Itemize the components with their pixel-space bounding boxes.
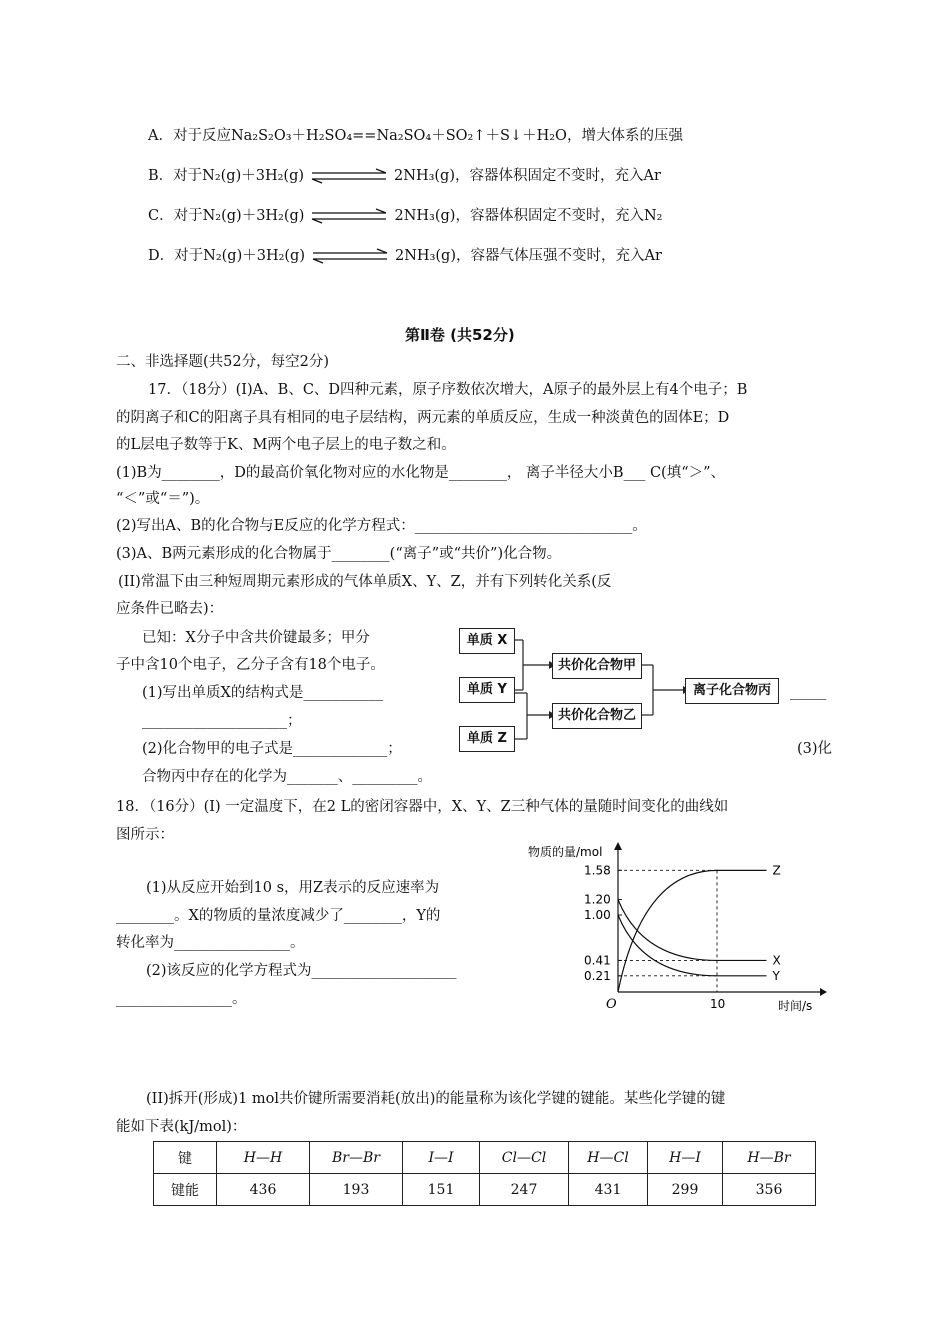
q18-ii-line1: (II)拆开(形成)1 mol共价键所需要消耗(放出)的能量称为该化学键的键能。某些化学键的键: [146, 1091, 726, 1107]
q18-line2: 图所示：: [116, 827, 174, 843]
option-c-pre: C．对于N₂(g)＋3H₂(g): [148, 208, 305, 224]
table-cell: 键: [154, 1142, 217, 1174]
table-cell: 151: [403, 1174, 480, 1206]
y-tick-label: 0.41: [584, 953, 611, 968]
option-d-pre: D．对于N₂(g)＋3H₂(g): [148, 248, 306, 264]
equilibrium-arrow-icon: [310, 208, 388, 224]
table-cell: H—Cl: [569, 1142, 648, 1174]
series-label-x: X: [772, 953, 781, 968]
q17-known1: 已知：X分子中含共价键最多；甲分: [142, 630, 370, 646]
x-axis-label: 时间/s: [778, 999, 813, 1013]
node-z: 单质 Z: [459, 726, 515, 752]
q18-line1: 18．（16分）(I) 一定温度下，在2 L的密闭容器中，X、Y、Z三种气体的量随时间变化的曲线如: [116, 799, 729, 815]
q17-part2: (2)写出A、B的化合物与E反应的化学方程式：______________________________。: [116, 518, 647, 534]
table-cell: 356: [723, 1174, 816, 1206]
q17-part3: (3)A、B两元素形成的化合物属于________(“离子”或“共价”)化合物。: [116, 546, 562, 562]
option-b: [148, 164, 661, 185]
origin-label: O: [606, 997, 617, 1012]
table-cell: Br—Br: [310, 1142, 403, 1174]
node-bing: 离子化合物丙: [685, 678, 779, 704]
q18-part2b: ________________。: [116, 991, 247, 1007]
q17-sub1b: ____________________；: [142, 713, 302, 729]
series-line-x: [618, 900, 767, 961]
table-cell: I—I: [403, 1142, 480, 1174]
table-cell: Cl—Cl: [480, 1142, 569, 1174]
q17-tail-blank: _____: [790, 684, 827, 700]
option-c: [148, 204, 662, 225]
series-label-z: Z: [772, 863, 781, 878]
table-cell: 247: [480, 1174, 569, 1206]
node-x: 单质 X: [459, 628, 515, 654]
x-tick-label: 10: [710, 997, 726, 1011]
q17-line3: 的L层电子数等于K、M两个电子层上的电子数之和。: [116, 437, 456, 453]
equilibrium-arrow-icon: [311, 248, 389, 264]
q17-ii-line1: (II)常温下由三种短周期元素形成的气体单质X、Y、Z，并有下列转化关系(反: [118, 574, 612, 590]
option-b-post: 2NH₃(g)，容器体积固定不变时，充入Ar: [394, 168, 661, 184]
table-header-row: [154, 1142, 816, 1174]
bond-energy-table: [153, 1141, 816, 1206]
q18-part1a: (1)从反应开始到10 s，用Z表示的反应速率为: [146, 880, 440, 896]
node-yi: 共价化合物乙: [552, 703, 642, 729]
q17-sub3a: (3)化: [797, 741, 833, 757]
series-label-y: Y: [772, 968, 780, 983]
table-cell: 193: [310, 1174, 403, 1206]
y-tick-label: 1.00: [584, 908, 611, 922]
option-a: A．对于反应Na₂S₂O₃＋H₂SO₄==Na₂SO₄＋SO₂↑＋S↓＋H₂O，增大体系的压强: [148, 128, 683, 144]
section-title: 第Ⅱ卷 (共52分): [405, 326, 515, 344]
q18-ii-line2: 能如下表(kJ/mol)：: [116, 1119, 247, 1135]
y-tick-label: 1.58: [584, 863, 611, 878]
q17-part1b: “＜”或“＝”)。: [116, 491, 210, 507]
option-d: [148, 244, 662, 265]
y-tick-label: 0.21: [584, 968, 611, 983]
table-cell: H—I: [648, 1142, 723, 1174]
q17-known2: 子中含10个电子，乙分子含有18个电子。: [116, 657, 385, 673]
q17-ii-line2: 应条件已略去)：: [116, 601, 224, 617]
node-jia: 共价化合物甲: [552, 653, 642, 679]
table-cell: 299: [648, 1174, 723, 1206]
table-cell: H—Br: [723, 1142, 816, 1174]
option-d-post: 2NH₃(g)，容器气体压强不变时，充入Ar: [395, 248, 662, 264]
q17-sub1a: (1)写出单质X的结构式是___________: [142, 685, 384, 701]
table-cell: 键能: [154, 1174, 217, 1206]
table-cell: H—H: [217, 1142, 310, 1174]
q17-sub3b: 合物丙中存在的化学为_______、_________。: [142, 769, 432, 785]
table-cell: 436: [217, 1174, 310, 1206]
option-c-post: 2NH₃(g)，容器体积固定不变时，充入N₂: [394, 208, 663, 224]
q17-line1: 17．（18分）(Ⅰ)A、B、C、D四种元素，原子序数依次增大，A原子的最外层上有4个电子；B: [148, 382, 748, 398]
x-axis-arrow-icon: [820, 988, 827, 996]
q17-part1a: (1)B为________，D的最高价氧化物对应的水化物是________， 离子半径大小B___ C(填“＞”、: [116, 465, 726, 481]
table-row: [154, 1174, 816, 1206]
section-subtitle: 二、非选择题(共52分，每空2分): [116, 354, 329, 370]
node-y: 单质 Y: [459, 677, 515, 703]
q17-sub2: (2)化合物甲的电子式是_____________；: [142, 741, 402, 757]
option-b-pre: B．对于N₂(g)＋3H₂(g): [148, 168, 305, 184]
q17-line2: 的阴离子和C的阳离子具有相同的电子层结构，两元素的单质反应，生成一种淡黄色的固体E；D: [116, 410, 730, 426]
q18-part1b: ________。X的物质的量浓度减少了________，Y的: [116, 908, 441, 924]
table-cell: 431: [569, 1174, 648, 1206]
q18-part2a: (2)该反应的化学方程式为____________________: [146, 963, 457, 979]
y-axis-label: 物质的量/mol: [528, 845, 603, 859]
y-axis-arrow-icon: [614, 842, 622, 850]
amount-time-chart: [520, 838, 830, 1013]
y-tick-label: 1.20: [584, 892, 611, 907]
q18-part1c: 转化率为________________。: [116, 935, 305, 951]
equilibrium-arrow-icon: [310, 168, 388, 184]
